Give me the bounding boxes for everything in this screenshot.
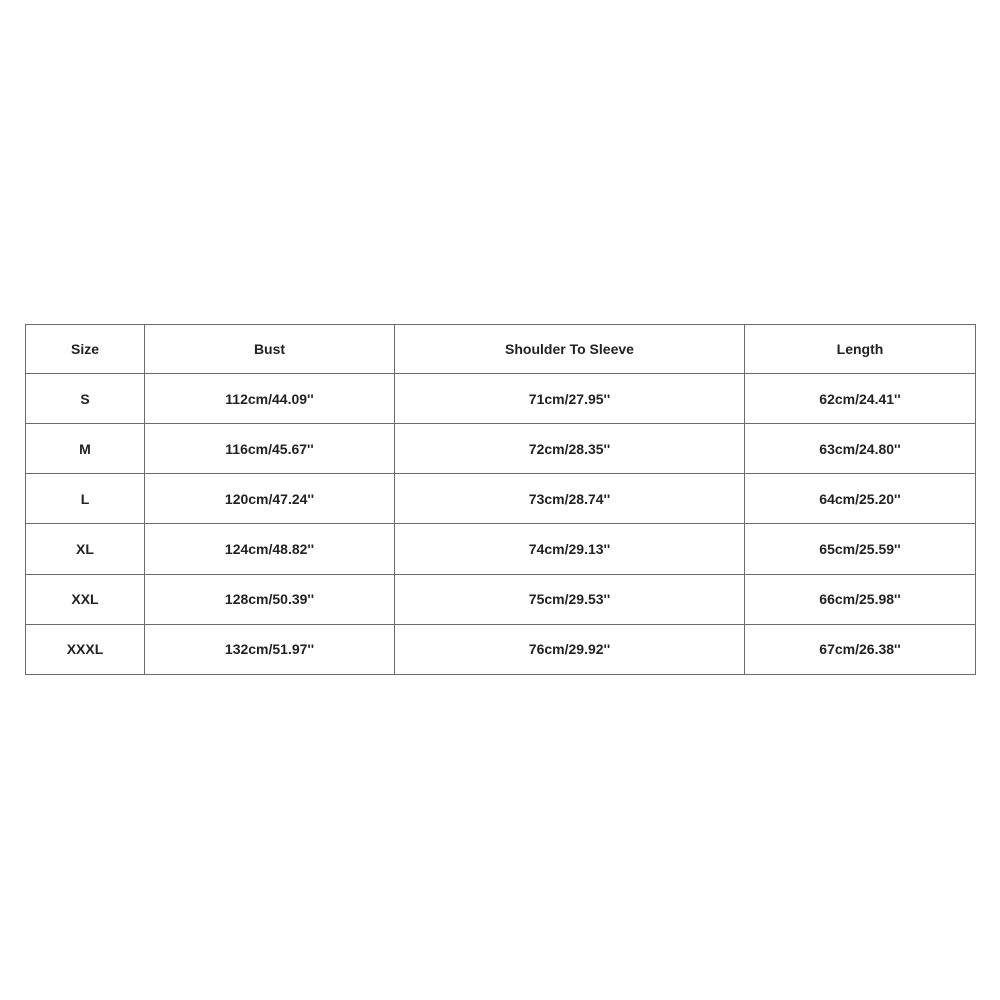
bust-cell: 112cm/44.09'' <box>145 374 395 424</box>
shoulder-to-sleeve-cell: 74cm/29.13'' <box>395 524 745 574</box>
shoulder-to-sleeve-cell: 75cm/29.53'' <box>395 574 745 624</box>
length-cell: 66cm/25.98'' <box>745 574 976 624</box>
size-cell: L <box>26 474 145 524</box>
column-header-shoulder-to-sleeve: Shoulder To Sleeve <box>395 325 745 374</box>
bust-cell: 128cm/50.39'' <box>145 574 395 624</box>
length-cell: 67cm/26.38'' <box>745 624 976 674</box>
length-cell: 65cm/25.59'' <box>745 524 976 574</box>
table-row <box>26 624 976 674</box>
size-cell: S <box>26 374 145 424</box>
size-cell: M <box>26 424 145 474</box>
shoulder-to-sleeve-cell: 73cm/28.74'' <box>395 474 745 524</box>
length-cell: 63cm/24.80'' <box>745 424 976 474</box>
bust-cell: 132cm/51.97'' <box>145 624 395 674</box>
size-chart-table <box>25 324 976 675</box>
size-cell: XL <box>26 524 145 574</box>
shoulder-to-sleeve-cell: 72cm/28.35'' <box>395 424 745 474</box>
shoulder-to-sleeve-cell: 71cm/27.95'' <box>395 374 745 424</box>
table-body <box>26 374 976 675</box>
size-cell: XXXL <box>26 624 145 674</box>
table-row <box>26 524 976 574</box>
column-header-size: Size <box>26 325 145 374</box>
table-row <box>26 374 976 424</box>
column-header-length: Length <box>745 325 976 374</box>
column-header-bust: Bust <box>145 325 395 374</box>
shoulder-to-sleeve-cell: 76cm/29.92'' <box>395 624 745 674</box>
length-cell: 64cm/25.20'' <box>745 474 976 524</box>
table-row <box>26 474 976 524</box>
size-cell: XXL <box>26 574 145 624</box>
table-row <box>26 424 976 474</box>
header-row <box>26 325 976 374</box>
bust-cell: 120cm/47.24'' <box>145 474 395 524</box>
bust-cell: 124cm/48.82'' <box>145 524 395 574</box>
bust-cell: 116cm/45.67'' <box>145 424 395 474</box>
table-row <box>26 574 976 624</box>
table-header <box>26 325 976 374</box>
length-cell: 62cm/24.41'' <box>745 374 976 424</box>
